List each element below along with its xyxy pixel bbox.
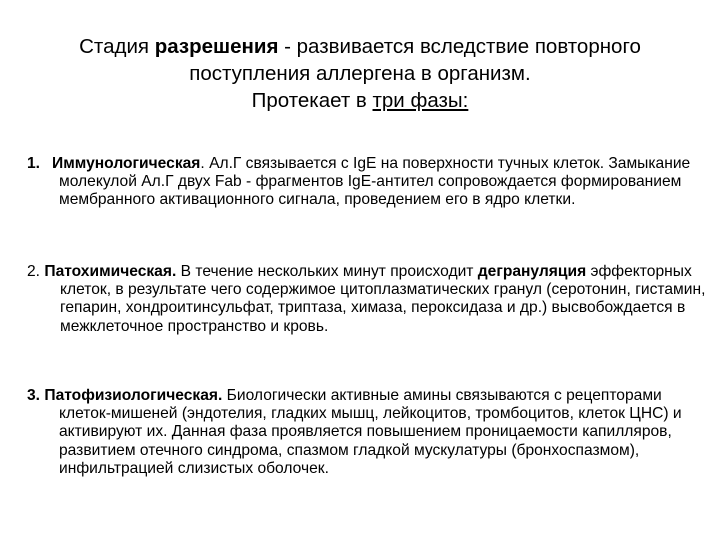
phase-3-title: Патофизиологическая.	[44, 387, 223, 404]
phase-1-paragraph	[27, 155, 707, 210]
phase-2-paragraph	[27, 263, 707, 336]
phase-2-text-intro: В течение нескольких минут происходит	[176, 263, 478, 280]
heading-bold-term: разрешения	[154, 35, 279, 58]
phase-1-title: Иммунологическая	[52, 155, 201, 172]
phase-1-text: . Ал.Г связывается с IgE на поверхности тучных клеток. Замыкание молекулой Ал.Г двух Fab - фрагментов IgE-антител сопровождается формированием мембранного активационного сигнала, проведением его в ядро клетки.	[59, 155, 691, 209]
phase-2-number: 2.	[27, 263, 41, 280]
heading-line-3-prefix: Протекает в	[251, 89, 373, 112]
slide-heading	[20, 33, 700, 114]
heading-line-3	[20, 87, 700, 114]
phase-3-paragraph	[27, 387, 707, 478]
heading-prefix: Стадия	[79, 35, 155, 58]
phase-3-text: Биологически активные амины связываются с рецепторами клеток-мишеней (эндотелия, гладких мышц, лейкоцитов, тромбоцитов, клеток ЦНС) и активируют их. Данная фаза проявляется повышением проницаемости капилляров, развитием отечного синдрома, спазмом гладкой мускулатуры (бронхоспазмом), инфильтрацией слизистых оболочек.	[59, 387, 682, 477]
heading-underlined-text: три фазы:	[372, 89, 469, 112]
phase-2-title: Патохимическая.	[44, 263, 177, 280]
phase-2-bold-term: дегрануляция	[477, 263, 587, 280]
phase-3-number: 3.	[27, 387, 41, 404]
heading-line-2: поступления аллергена в организм.	[189, 62, 531, 85]
heading-line-1	[20, 33, 700, 60]
phase-2-text: эффекторных клеток, в результате чего содержимое цитоплазматических гранул (серотонин, гистамин, гепарин, хондроитинсульфат, триптаза, химаза, пероксидаза и др.) высвобождается в межклеточное пространство и кровь.	[60, 263, 706, 335]
phase-1-number: 1.	[27, 155, 41, 172]
heading-suffix: - развивается вследствие повторного	[278, 35, 641, 58]
